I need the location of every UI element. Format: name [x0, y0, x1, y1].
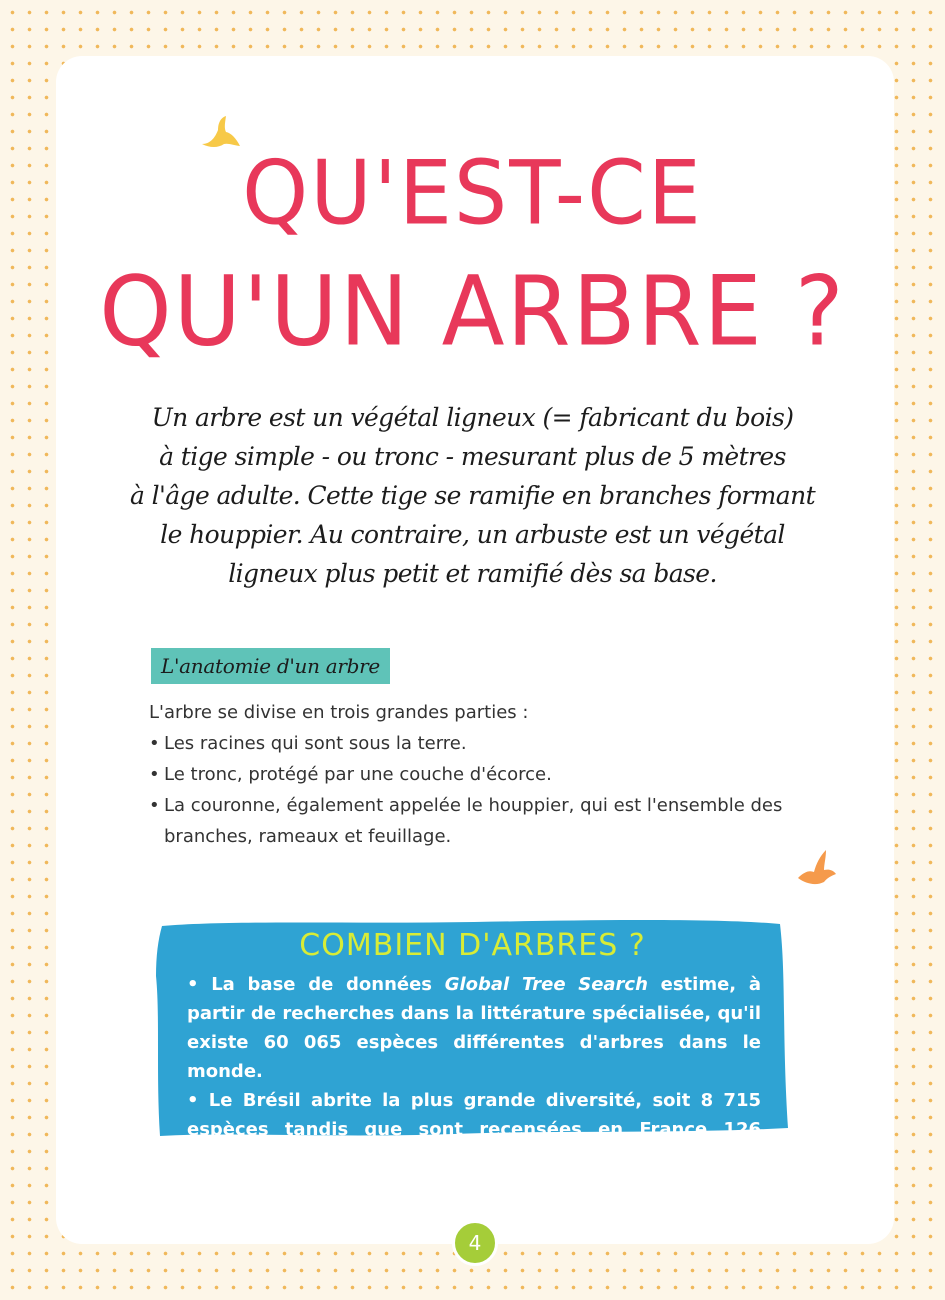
- anatomy-section-label: L'anatomie d'un arbre: [151, 648, 390, 684]
- combien-text: [187, 970, 761, 1173]
- page-title-line-2: QU'UN ARBRE ?: [99, 255, 846, 368]
- page-number: 4: [452, 1220, 498, 1266]
- anatomy-item: • La couronne, également appelée le houppier, qui est l'ensemble des branches, rameaux et feuillage.: [149, 790, 809, 852]
- intro-line: à tige simple - ou tronc - mesurant plus de 5 mètres: [159, 442, 786, 471]
- page-title-line-1: QU'EST-CE: [242, 141, 703, 245]
- global-tree-search-name: Global Tree Search: [444, 974, 648, 995]
- intro-paragraph: [120, 398, 825, 593]
- bird-orange-icon: [796, 848, 838, 888]
- intro-line: Un arbre est un végétal ligneux (= fabricant du bois): [151, 403, 794, 432]
- intro-line: à l'âge adulte. Cette tige se ramifie en branches formant: [129, 481, 816, 510]
- intro-line: ligneux plus petit et ramifié dès sa base.: [228, 559, 717, 588]
- anatomy-text: [149, 697, 809, 852]
- anatomy-item: • Les racines qui sont sous la terre.: [149, 728, 809, 759]
- intro-line: le houppier. Au contraire, un arbuste est un végétal: [160, 520, 785, 549]
- anatomy-item: • Le tronc, protégé par une couche d'écorce.: [149, 759, 809, 790]
- combien-paragraph-1: [187, 970, 761, 1086]
- combien-p1-prefix: • La base de données: [187, 974, 445, 995]
- combien-title: COMBIEN D'ARBRES ?: [299, 928, 646, 963]
- combien-paragraph-2: • Le Brésil abrite la plus grande diversité, soit 8 715 espèces tandis que sont recensées en France 126 espèces.: [187, 1090, 761, 1169]
- anatomy-lead: L'arbre se divise en trois grandes parties :: [149, 702, 529, 723]
- combien-p1-suffix: estime, à partir de recherches dans la littérature spécialisée, qu'il existe 60 065 espèces différentes d'arbres dans le monde.: [187, 974, 761, 1082]
